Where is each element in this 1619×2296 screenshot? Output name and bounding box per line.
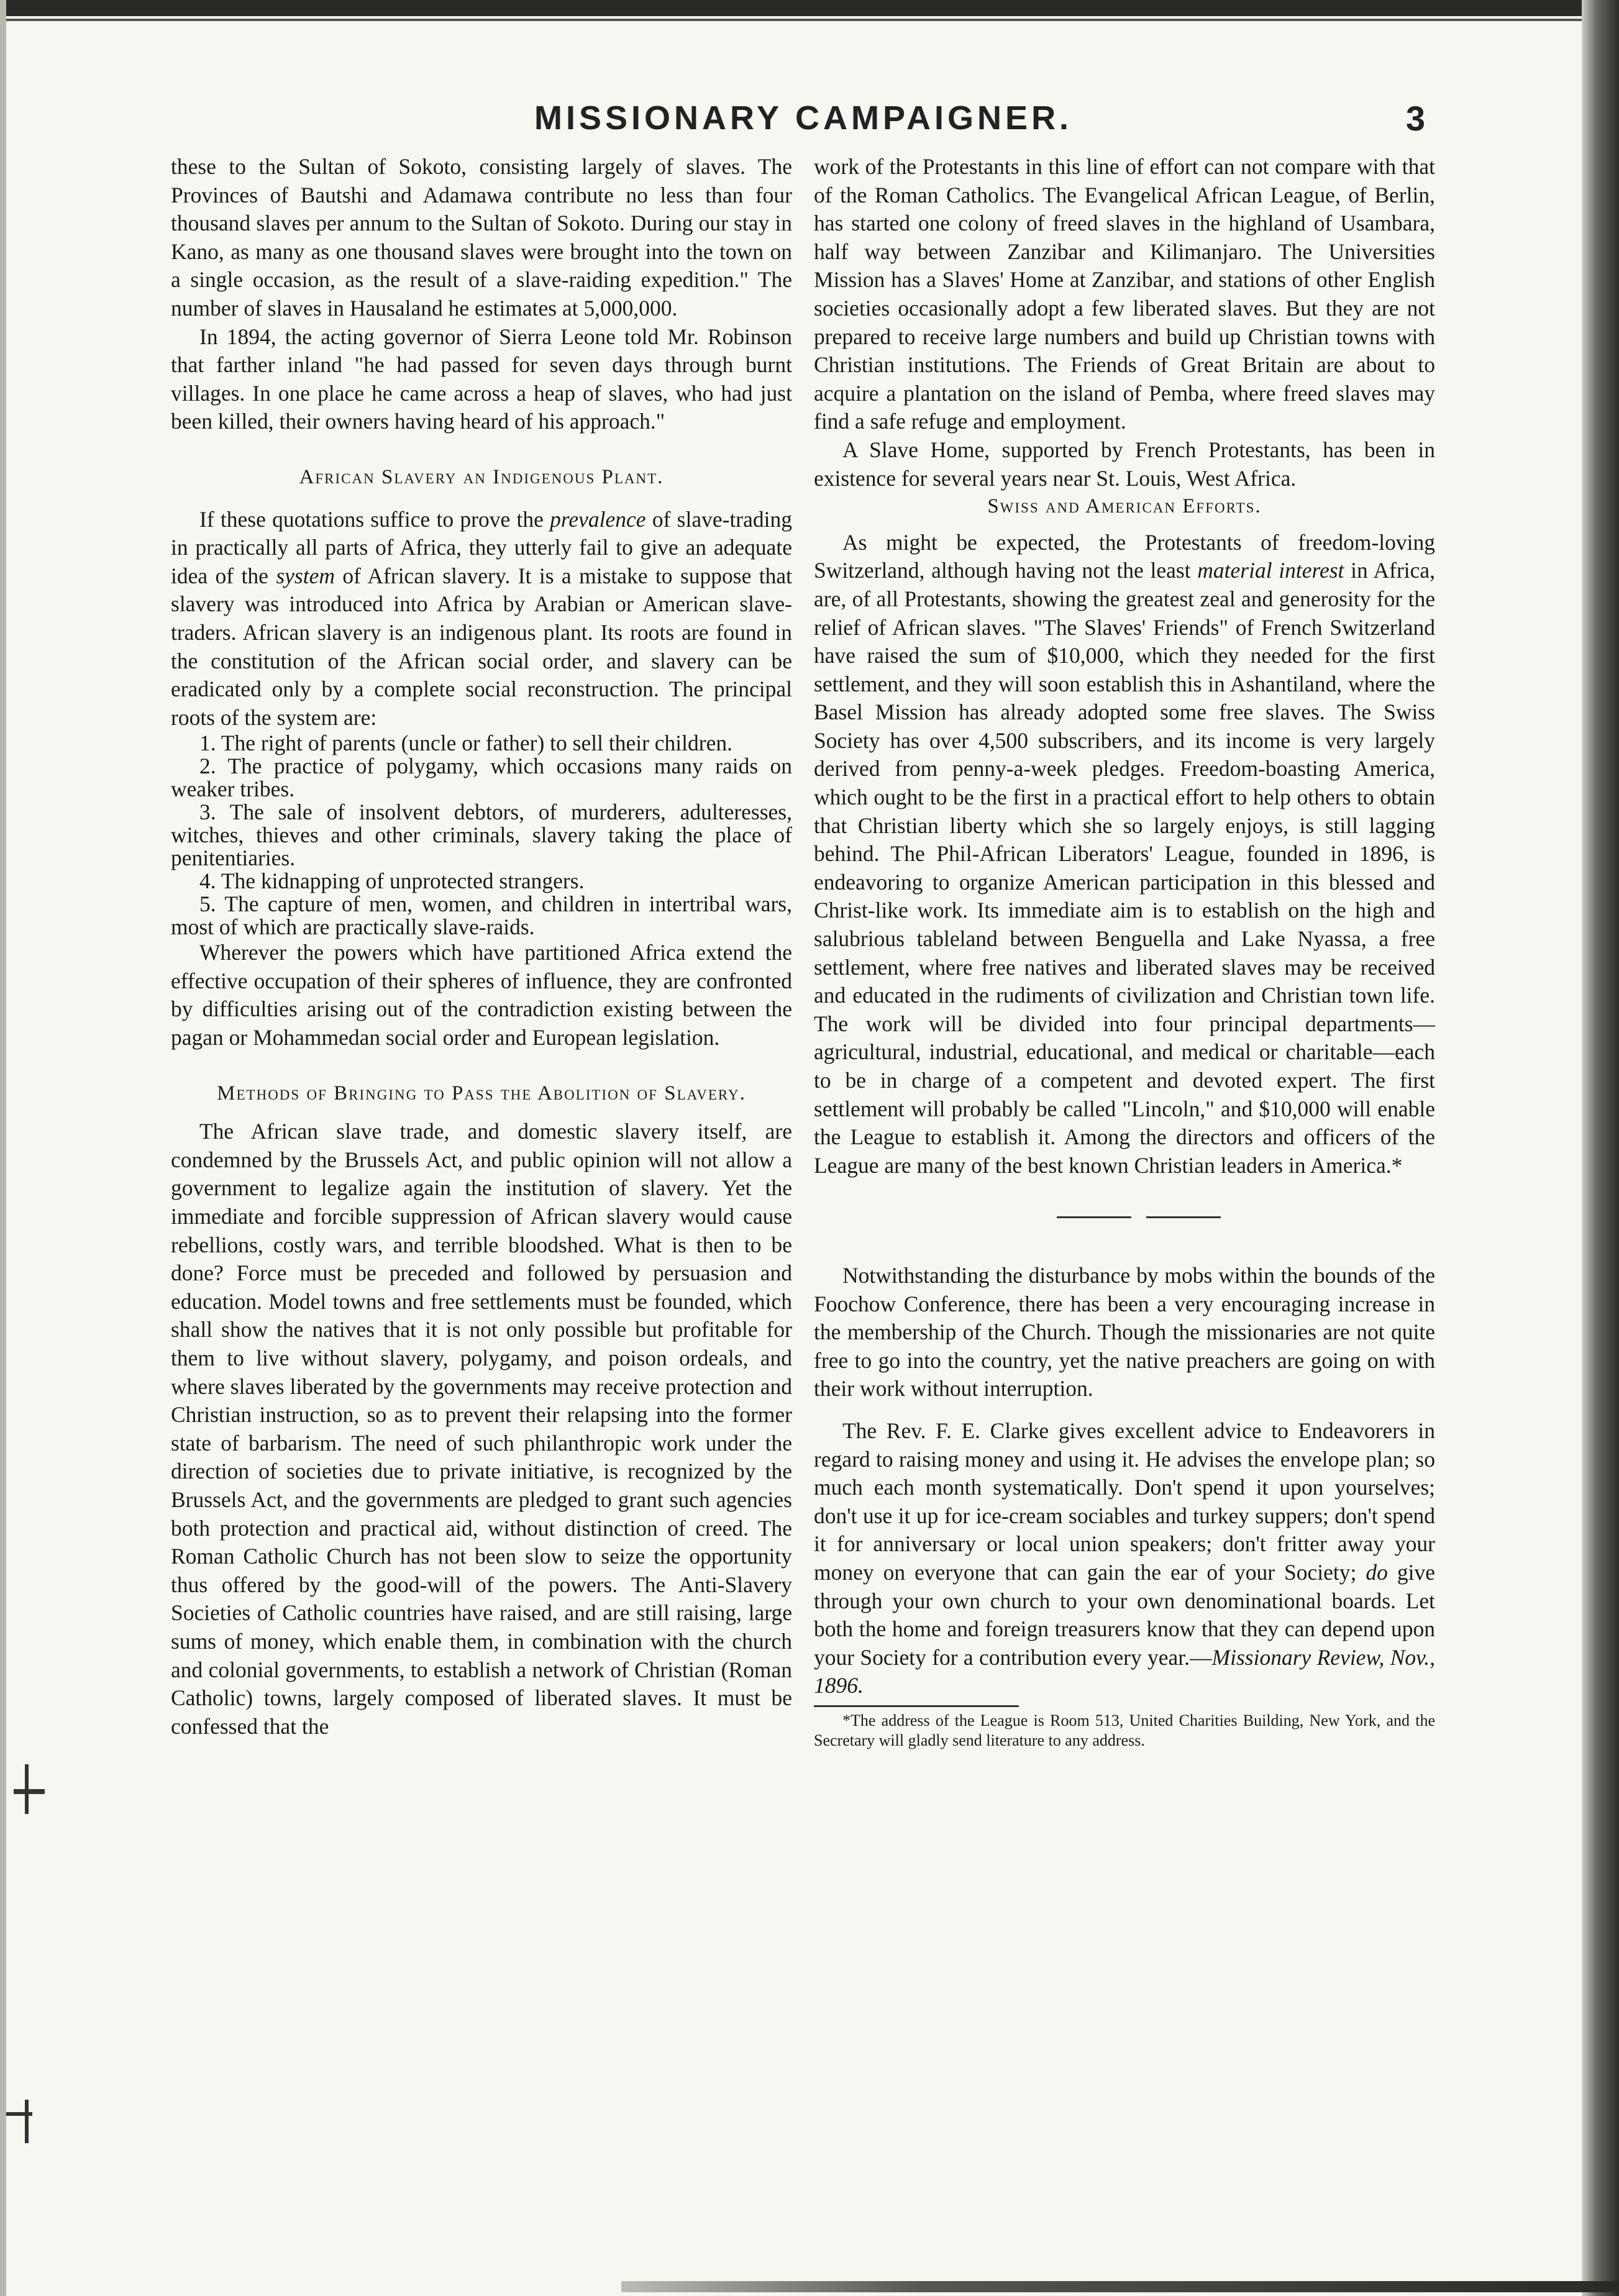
running-head — [534, 93, 1429, 143]
section-heading: African Slavery an Indigenous Plant. — [299, 465, 664, 488]
list-of-roots — [171, 732, 792, 939]
journal-title: MISSIONARY CAMPAIGNER. — [534, 99, 1073, 137]
list-item: 4. The kidnapping of unprotected strangers. — [199, 868, 585, 894]
left-column — [171, 153, 792, 1741]
paragraph: Wherever the powers which have partitioned Africa extend the effective occupation of their spheres of influence, they are confronted by difficulties arising out of the contradiction existing between the pagan or Mohammedan social order and European legislation. — [171, 940, 792, 1050]
right-column — [814, 153, 1435, 1751]
section-heading: Swiss and American Efforts. — [987, 495, 1262, 518]
paragraph: In 1894, the acting governor of Sierra Leone told Mr. Robinson that farther inland "he had passed for seven days through burnt villages. In one place he came across a heap of slaves, who had just been killed, their owners having heard of his approach." — [171, 324, 792, 434]
top-border-thin-rule — [0, 19, 1619, 21]
list-item: 1. The right of parents (uncle or father) to sell their children. — [199, 731, 732, 756]
paragraph: The African slave trade, and domestic slavery itself, are condemned by the Brussels Act, and public opinion will not allow a government to legalize again the institution of slavery. Yet the immediate and forcible suppression of African slavery would cause rebellions, costly wars, and terrible bloodshed. What is then to be done? Force must be preceded and followed by persuasion and education. Model towns and free settlements must be founded, which shall show the natives that it is not only possible but profitable for them to live without slavery, polygamy, and poison ordeals, and where slaves liberated by the governments may receive protection and Christian instruction, so as to prevent their relapsing into the former state of barbarism. The need of such philanthropic work under the direction of societies due to private initiative, is recognized by the Brussels Act, and the governments are pledged to grant such agencies both protection and practical aid, without distinction of creed. The Roman Catholic Church has not been slow to seize the opportunity thus offered by the good-will of the powers. The Anti-Slavery Societies of Catholic countries have raised, and are still raising, large sums of money, which enable them, in combination with the church and colonial governments, to establish a network of Christian (Roman Catholic) towns, largely composed of liberated slaves. It must be confessed that the — [171, 1119, 792, 1739]
list-item: 2. The practice of polygamy, which occasions many raids on weaker tribes. — [171, 754, 792, 802]
section-separator — [814, 1201, 1435, 1229]
paragraph: If these quotations suffice to prove the prevalence of slave-trading in practically all parts of Africa, they utterly fail to give an adequate idea of the system of African slavery. It is a mistake to suppose that slavery was introduced into Africa by Arabian or American slave-traders. African slavery is an indigenous plant. Its roots are found in the constitution of the African social order, and slavery can be eradicated only by a complete social reconstruction. The principal roots of the system are: — [171, 506, 792, 730]
page-number: 3 — [1405, 98, 1429, 138]
list-item: 3. The sale of insolvent debtors, of murderers, adulteresses, witches, thieves and other criminals, slavery taking the place of penitentiaries. — [171, 800, 792, 871]
left-page-edge — [0, 0, 6, 2296]
binding-mark — [14, 1789, 45, 1794]
footnote-rule — [814, 1705, 1019, 1707]
list-item: 5. The capture of men, women, and children in intertribal wars, most of which are practically slave-raids. — [171, 891, 792, 940]
section-heading: Methods of Bringing to Pass the Abolition of Slavery. — [217, 1082, 746, 1105]
bottom-border-rule — [621, 2281, 1619, 2292]
right-page-edge — [1582, 0, 1619, 2296]
paragraph: A Slave Home, supported by French Protestants, has been in existence for several years near St. Louis, West Africa. — [814, 437, 1435, 491]
top-border-rule — [0, 0, 1619, 16]
paragraph: Notwithstanding the disturbance by mobs within the bounds of the Foochow Conference, there has been a very encouraging increase in the membership of the Church. Though the missionaries are not quite free to go into the country, yet the native preachers are going on with their work without interruption. — [814, 1262, 1435, 1401]
paragraph: these to the Sultan of Sokoto, consisting largely of slaves. The Provinces of Bautshi and Adamawa contribute no less than four thousand slaves per annum to the Sultan of Sokoto. During our stay in Kano, as many as one thousand slaves were brought into the town on a single occasion, as the result of a slave-raiding expedition." The number of slaves in Hausaland he estimates at 5,000,000. — [171, 154, 792, 321]
binding-mark — [25, 1764, 29, 1814]
paragraph: As might be expected, the Protestants of freedom-loving Switzerland, although having not the least material interest in Africa, are, of all Protestants, showing the greatest zeal and generosity for the relief of African slaves. "The Slaves' Friends" of French Switzerland have raised the sum of $10,000, which they needed for the first settlement, and they will soon establish this in Ashantiland, where the Basel Mission has already adopted some free slaves. The Swiss Society has over 4,500 subscribers, and its income is very largely derived from penny-a-week pledges. Freedom-boasting America, which ought to be the first in a practical effort to help others to obtain that Christian liberty which she so largely enjoys, is still lagging behind. The Phil-African Liberators' League, founded in 1896, is endeavoring to organize American participation in this blessed and Christ-like work. Its immediate aim is to establish on the high and salubrious tableland between Benguella and Lake Nyassa, a free settlement, where free natives and liberated slaves may be received and educated in the rudiments of civilization and Christian town life. The work will be divided into four principal departments—agricultural, industrial, educational, and medical or charitable—each to be in charge of a competent and devoted expert. The first settlement will probably be called "Lincoln," and $10,000 will enable the League to establish it. Among the directors and officers of the League are many of the best known Christian leaders in America.* — [814, 529, 1436, 1178]
footnote: *The address of the League is Room 513, United Charities Building, New York, and the Secretary will gladly send literature to any address. — [814, 1711, 1435, 1749]
paragraph: work of the Protestants in this line of effort can not compare with that of the Roman Catholics. The Evangelical African League, of Berlin, has started one colony of freed slaves in the highland of Usambara, half way between Zanzibar and Kilimanjaro. The Universities Mission has a Slaves' Home at Zanzibar, and stations of other English societies occasionally adopt a few liberated slaves. But they are not prepared to receive large numbers and build up Christian towns with Christian institutions. The Friends of Great Britain are about to acquire a plantation on the island of Pemba, where freed slaves may find a safe refuge and employment. — [814, 154, 1435, 434]
paragraph: The Rev. F. E. Clarke gives excellent advice to Endeavorers in regard to raising money and using it. He advises the envelope plan; so much each month systematically. Don't spend it upon yourselves; don't use it up for ice-cream sociables and turkey suppers; don't spend it for anniversary or local union speakers; don't fritter away your money on everyone that can gain the ear of your Society; do give through your own church to your own denominational boards. Let both the home and foreign treasurers know that they can depend upon your Society for a contribution every year.—Missionary Review, Nov., 1896. — [814, 1418, 1435, 1698]
binding-mark — [25, 2100, 29, 2143]
